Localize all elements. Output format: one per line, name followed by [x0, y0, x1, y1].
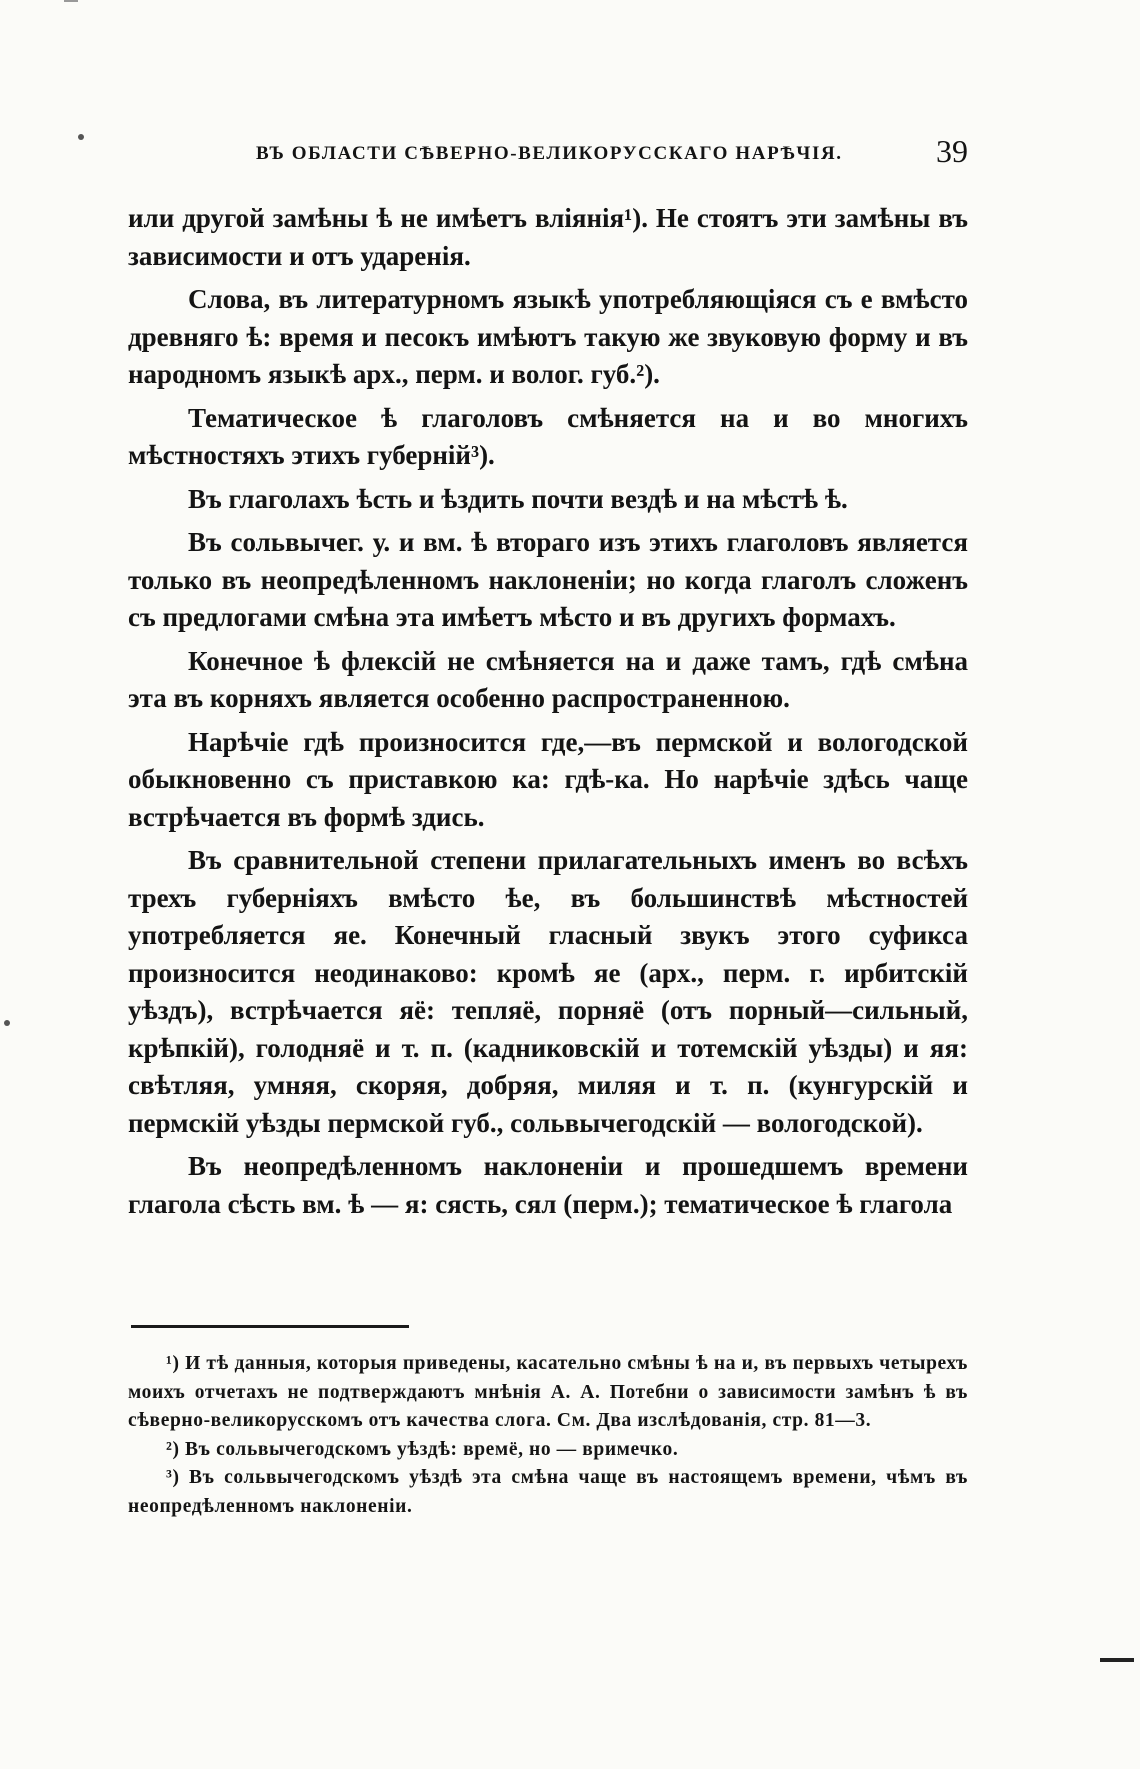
- paragraph: Конечное ѣ флексій не смѣняется на и даже тамъ, гдѣ смѣна эта въ корняхъ является особенно распространенною.: [128, 645, 968, 713]
- paragraph: Нарѣчіе гдѣ произносится где,—въ пермской и вологодской обыкновенно съ приставкою ка: гдѣ-ка. Но нарѣчіе здѣсь чаще встрѣчается въ формѣ здись.: [128, 726, 968, 832]
- scan-speck: [78, 134, 84, 140]
- footnote-divider: [131, 1325, 409, 1328]
- page-header: [128, 133, 968, 183]
- paragraph: Тематическое ѣ глаголовъ смѣняется на и во многихъ мѣстностяхъ этихъ губерній³).: [128, 402, 968, 470]
- paragraph: Въ неопредѣленномъ наклоненіи и прошедшемъ времени глагола сѣсть вм. ѣ — я: сясть, сял (перм.); тематическое ѣ глагола: [128, 1151, 968, 1219]
- page-number: 39: [936, 133, 968, 169]
- paragraph: Слова, въ литературномъ языкѣ употребляющіяся съ е вмѣсто древняго ѣ: время и песокъ имѣютъ такую же звуковую форму и въ народномъ языкѣ арх., перм. и волог. губ.²).: [128, 284, 968, 389]
- footnote: ²) Въ сольвычегодскомъ уѣздѣ: времё, но — вримечко.: [166, 1438, 679, 1460]
- running-head: ВЪ ОБЛАСТИ СѢВЕРНО-ВЕЛИКОРУССКАГО НАРѢЧІЯ.: [256, 143, 843, 164]
- paragraph: Въ сольвычег. у. и вм. ѣ втораго изъ этихъ глаголовъ является только въ неопредѣленномъ наклоненіи; но когда глаголъ сложенъ съ предлогами смѣна эта имѣетъ мѣсто и въ другихъ формахъ.: [128, 527, 968, 632]
- footnotes: [128, 1350, 968, 1521]
- body-text: [128, 200, 968, 1229]
- paragraph: или другой замѣны ѣ не имѣетъ вліянія¹). Не стоятъ эти замѣны въ зависимости и отъ ударенія.: [128, 203, 968, 271]
- scan-mark: [64, 0, 78, 2]
- scan-speck: [4, 1020, 10, 1026]
- scan-mark: [1100, 1658, 1134, 1662]
- footnote: ³) Въ сольвычегодскомъ уѣздѣ эта смѣна чаще въ настоящемъ времени, чѣмъ въ неопредѣленномъ наклоненіи.: [128, 1467, 968, 1517]
- footnote: ¹) И тѣ данныя, которыя приведены, касательно смѣны ѣ на и, въ первыхъ четырехъ моихъ отчетахъ не подтверждаютъ мнѣнія А. А. Потебни о зависимости замѣнъ ѣ въ сѣверно-великорусскомъ отъ качества слога. См. Два изслѣдованія, стр. 81—3.: [128, 1353, 968, 1431]
- paragraph: Въ сравнительной степени прилагательныхъ именъ во всѣхъ трехъ губерніяхъ вмѣсто ѣе, въ большинствѣ мѣстностей употребляется яе. Конечный гласный звукъ этого суфикса произносится неодинаково: кромѣ яе (арх., перм. г. ирбитскій уѣздъ), встрѣчается яё: тепляё, порняё (отъ порный—сильный, крѣпкій), голодняё и т. п. (кадниковскій и тотемскій уѣзды) и яя: свѣтляя, умняя, скоряя, добряя, миляя и т. п. (кунгурскій и пермскій уѣзды пермской губ., сольвычегодскій — вологодской).: [128, 845, 968, 1138]
- paragraph: Въ глаголахъ ѣсть и ѣздить почти вездѣ и на мѣстѣ ѣ.: [188, 483, 848, 514]
